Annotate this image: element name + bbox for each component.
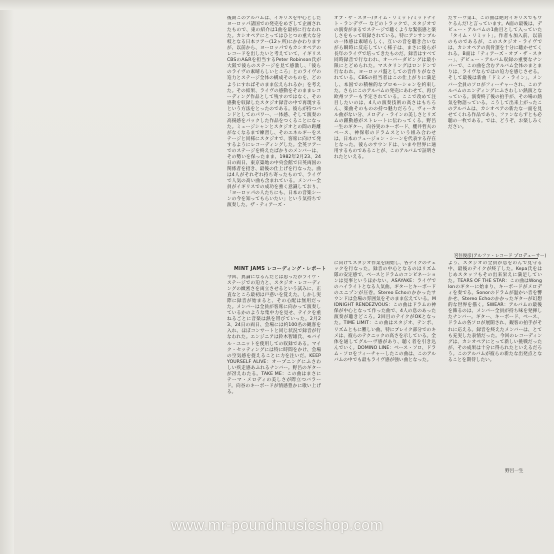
producer-credit: 宮住俊彦(アルファ・レコード プロデューサー): [454, 254, 547, 259]
report-author: 野呂一生: [505, 469, 524, 474]
report-column-2: に向けてスタジオ作業を開始し、各テイクのチェックを行なった。録音の中心となるのはリズム隊の安定感で、ベースとドラムのコンビネーションは見事というほかない。ASAYAKE：ライヴでのハイライトとなる人気曲。ギターとキーボードのユニゾンが圧巻。Stereo Echoのかかったサウンドは会場の雰囲気をそのまま伝えている。MIDNIGHT RENDEZVOUS：この曲はドラムの神保が中心となって作った曲で、4人の息のあった演奏が聴きどころ。2回目のテイクがOKとなった。TIME LIMIT：この曲はスタジオ、テンポ、リズムともに難しい曲。特にブレイク部分でのキメは、彼らのテクニックの高さを示している。全体を通してグルーヴ感があり、聴く者を引き込んでいく。DOMINO LINE：ベース・ソロ、ドラム・ソロをフィーチャーしたこの曲は、このアルバムの中でも最もライヴ感が強い曲となった。: [334, 261, 436, 363]
report-column-1: 今回、異論になるんだとは思ったがライヴ・ステージでの迫力と、スタジオ・レコーディングの緻密さを両立させるという試みに、正直なところ最初は戸惑いを覚えた。しかし実際に録音が始まると、その心配は無用だった。メンバーは全員が客席に向かって演奏しているかのような集中力を見せ、テイクを重ねるごとに音楽は熱を帯びていった。2月23、24日の両日、会場には約100名の観客を入れ、ほぼコンサートと同じ状況で録音が行なわれた。エンジニアは鈴木智雄氏、モバイル・ユニットを使用しての収録である。マイク・セッティングには特に時間をかけ、会場の空気感を捉えることに力を注いだ。KEEP YOURSELF ALIVE：オープニングにふさわしい疾走感あふれるナンバー。野呂のギターが冴えわたる。TAKE ME：この曲はまさにテーマ・メロディの美しさが際立つバラード。向谷のキーボードが情感豊かに歌い上げる。: [227, 275, 321, 395]
page-top-edge: [0, 0, 554, 10]
page-fold-shadow: [0, 0, 14, 554]
article-column-3: たサーヴ第1、この曲は絶対イギリスでもウケるんだ!と言っています。A面の最後は、デビュー・アルバムの1曲目として入っていた「タイム・リミット」。作者も加入前、以前のものであるが、このスタジオ・ライヴでは、カシオペアの真骨頂を十分に聴かせてくれる。B面は「ティアーズ・オブ・ザ・スター」、デビュー・アルバム収録の重要なナンバーで、この曲を含むアルバム全体のまとまりは、ライヴならではの迫力を感じさせる。そして最後は新曲「ドミノ・ライン」。メンバー全員のソロがフィーチャーされ、このアルバムのエンディングにふさわしい熱演となっている。演奏終了後の拍手が、その場の熱気を物語っている。こうして出来上がったこのアルバムは、カシオペアの新たな一面を見せてくれる作品であり、ファンならずとも必聴の一枚である。では、どうぞ、お楽しみください。: [448, 16, 542, 130]
section-divider: [456, 258, 538, 259]
report-column-3: よう、スタジオの全員が息をのんで見守る中、最後のテイクが終了した。Kepa氏をはじめスタッフもその出来栄えに満足していた。TEARS OF THE STAR：この曲はWonglonのギターに始まり、キーボードがメロディを奏でる。Sonorのドラムが温かい音を響かせ、Stereo Echoのかかったギターが幻想的な世界を描く。SWEAR：アルバムの最後を飾るのは、メンバー全員が持ち味を発揮したナンバー。ギター、キーボード、ベース、ドラムの各ソロが展開され、観客の拍手がそれに応える。録音を終えたメンバーは、とても充実した表情だった。今回のレコーディングは、カシオペアにとって新しい挑戦だったが、その成果は十分に得られたといえるだろう。このアルバムが彼らの新たな出発点となることを期待したい。: [448, 261, 542, 363]
recording-report-heading: MINT JAMS レコーディング・レポート: [234, 267, 327, 272]
article-column-1: 後期このアルバムは、イギリスを中心としたヨーロッパ諸国での発売をめざして企画されたもので、東の紹介は1曲を最初に行なわれた。カシオペアにとってはひとつの重大な分岐となる日本ツアー(12ヶ所)にかかわりますが、以前から、ヨーロッパでもカシオペアのレコードを出したいと考えていて、イギリスCBSのA&Rを担当するPeter Robinson氏が大阪で彼らのステージを見て感激し、「彼らのライヴの素晴らしいところ」とのライヴの迫力とステージ全体の構成そのものを、どのようにすればそのまま伝えられるか」を考えた。その結果、ライヴの感動をそのままレコーディング作品として残すのではなく、その感動を収録したスタジオ録音の中で再現するという方法をとったのである。彼らが持つバンドとしてのパワー、一体感、そして演奏の高揚感をパックした作品をつくることになった。ミュージシャンとスタジオとの間の距離がなくなるまで練習し、そのエネルギーをステージと同様にスタジオで、客席に向けて発するようにレコーディングした。全英ツアーでのステージを終えたばかりのメンバーは、その勢いを保ったまま、1982年2月23、24日の両日、東京築地の中央会館で日英両国の関係者を招き、最後の仕上げを行なった。曲は4人がそれぞれ持ち寄ったもので、ライヴで人気の高い曲も含まれている。メンバー全員がイギリスでの成功を強く意識しており、「ヨーロッパの人たちにも、日本の音楽シーンの今を知ってもらいたい」という気持ちで演奏した。ザ・ティアーズ・: [227, 16, 321, 209]
shop-watermark: www.mr-poundmusicshop.com: [171, 517, 383, 534]
article-column-2: オブ・ザ・スター/タイム・リミット/ミッドナイト・ランデヴー などのトラックで、スタジオでの演奏がまるでステージで聴くような緊張感と楽しさをもって収録されている。特にアンサンブルの一体感は素晴らしく、互いの音を聴き合いながら瞬時に反応していく様子は、まさに彼らが長年のライヴで培ってきたものだ。録音はすべて同時録音で行なわれ、オーバーダビングは最小限にとどめられた。マスタリングはロンドンで行なわれ、ヨーロッパ盤としての音作りがなされている。CBSの担当者はこの仕上がりに満足し、本国での積極的なプロモーションを約束した。さらにこのアルバムの発売にあわせて、再び欧州ツアーも予定されている。ここで改めて注目したいのは、4人の演奏技術の高さはもちろん、楽曲そのものの持つ魅力だろう。ヴォーカル曲がない分、メロディ・ラインの美しさとリズムの躍動感がストレートに伝わってくる。野呂一生のギター、向谷実のキーボード、櫻井哲夫のベース、神保彰のドラムスという組み合わせは、日本のフュージョン・シーンを代表する存在となった。彼らのサウンドは、いまや世界に通用するものであることが、このアルバムで証明されたといえる。: [334, 16, 436, 161]
